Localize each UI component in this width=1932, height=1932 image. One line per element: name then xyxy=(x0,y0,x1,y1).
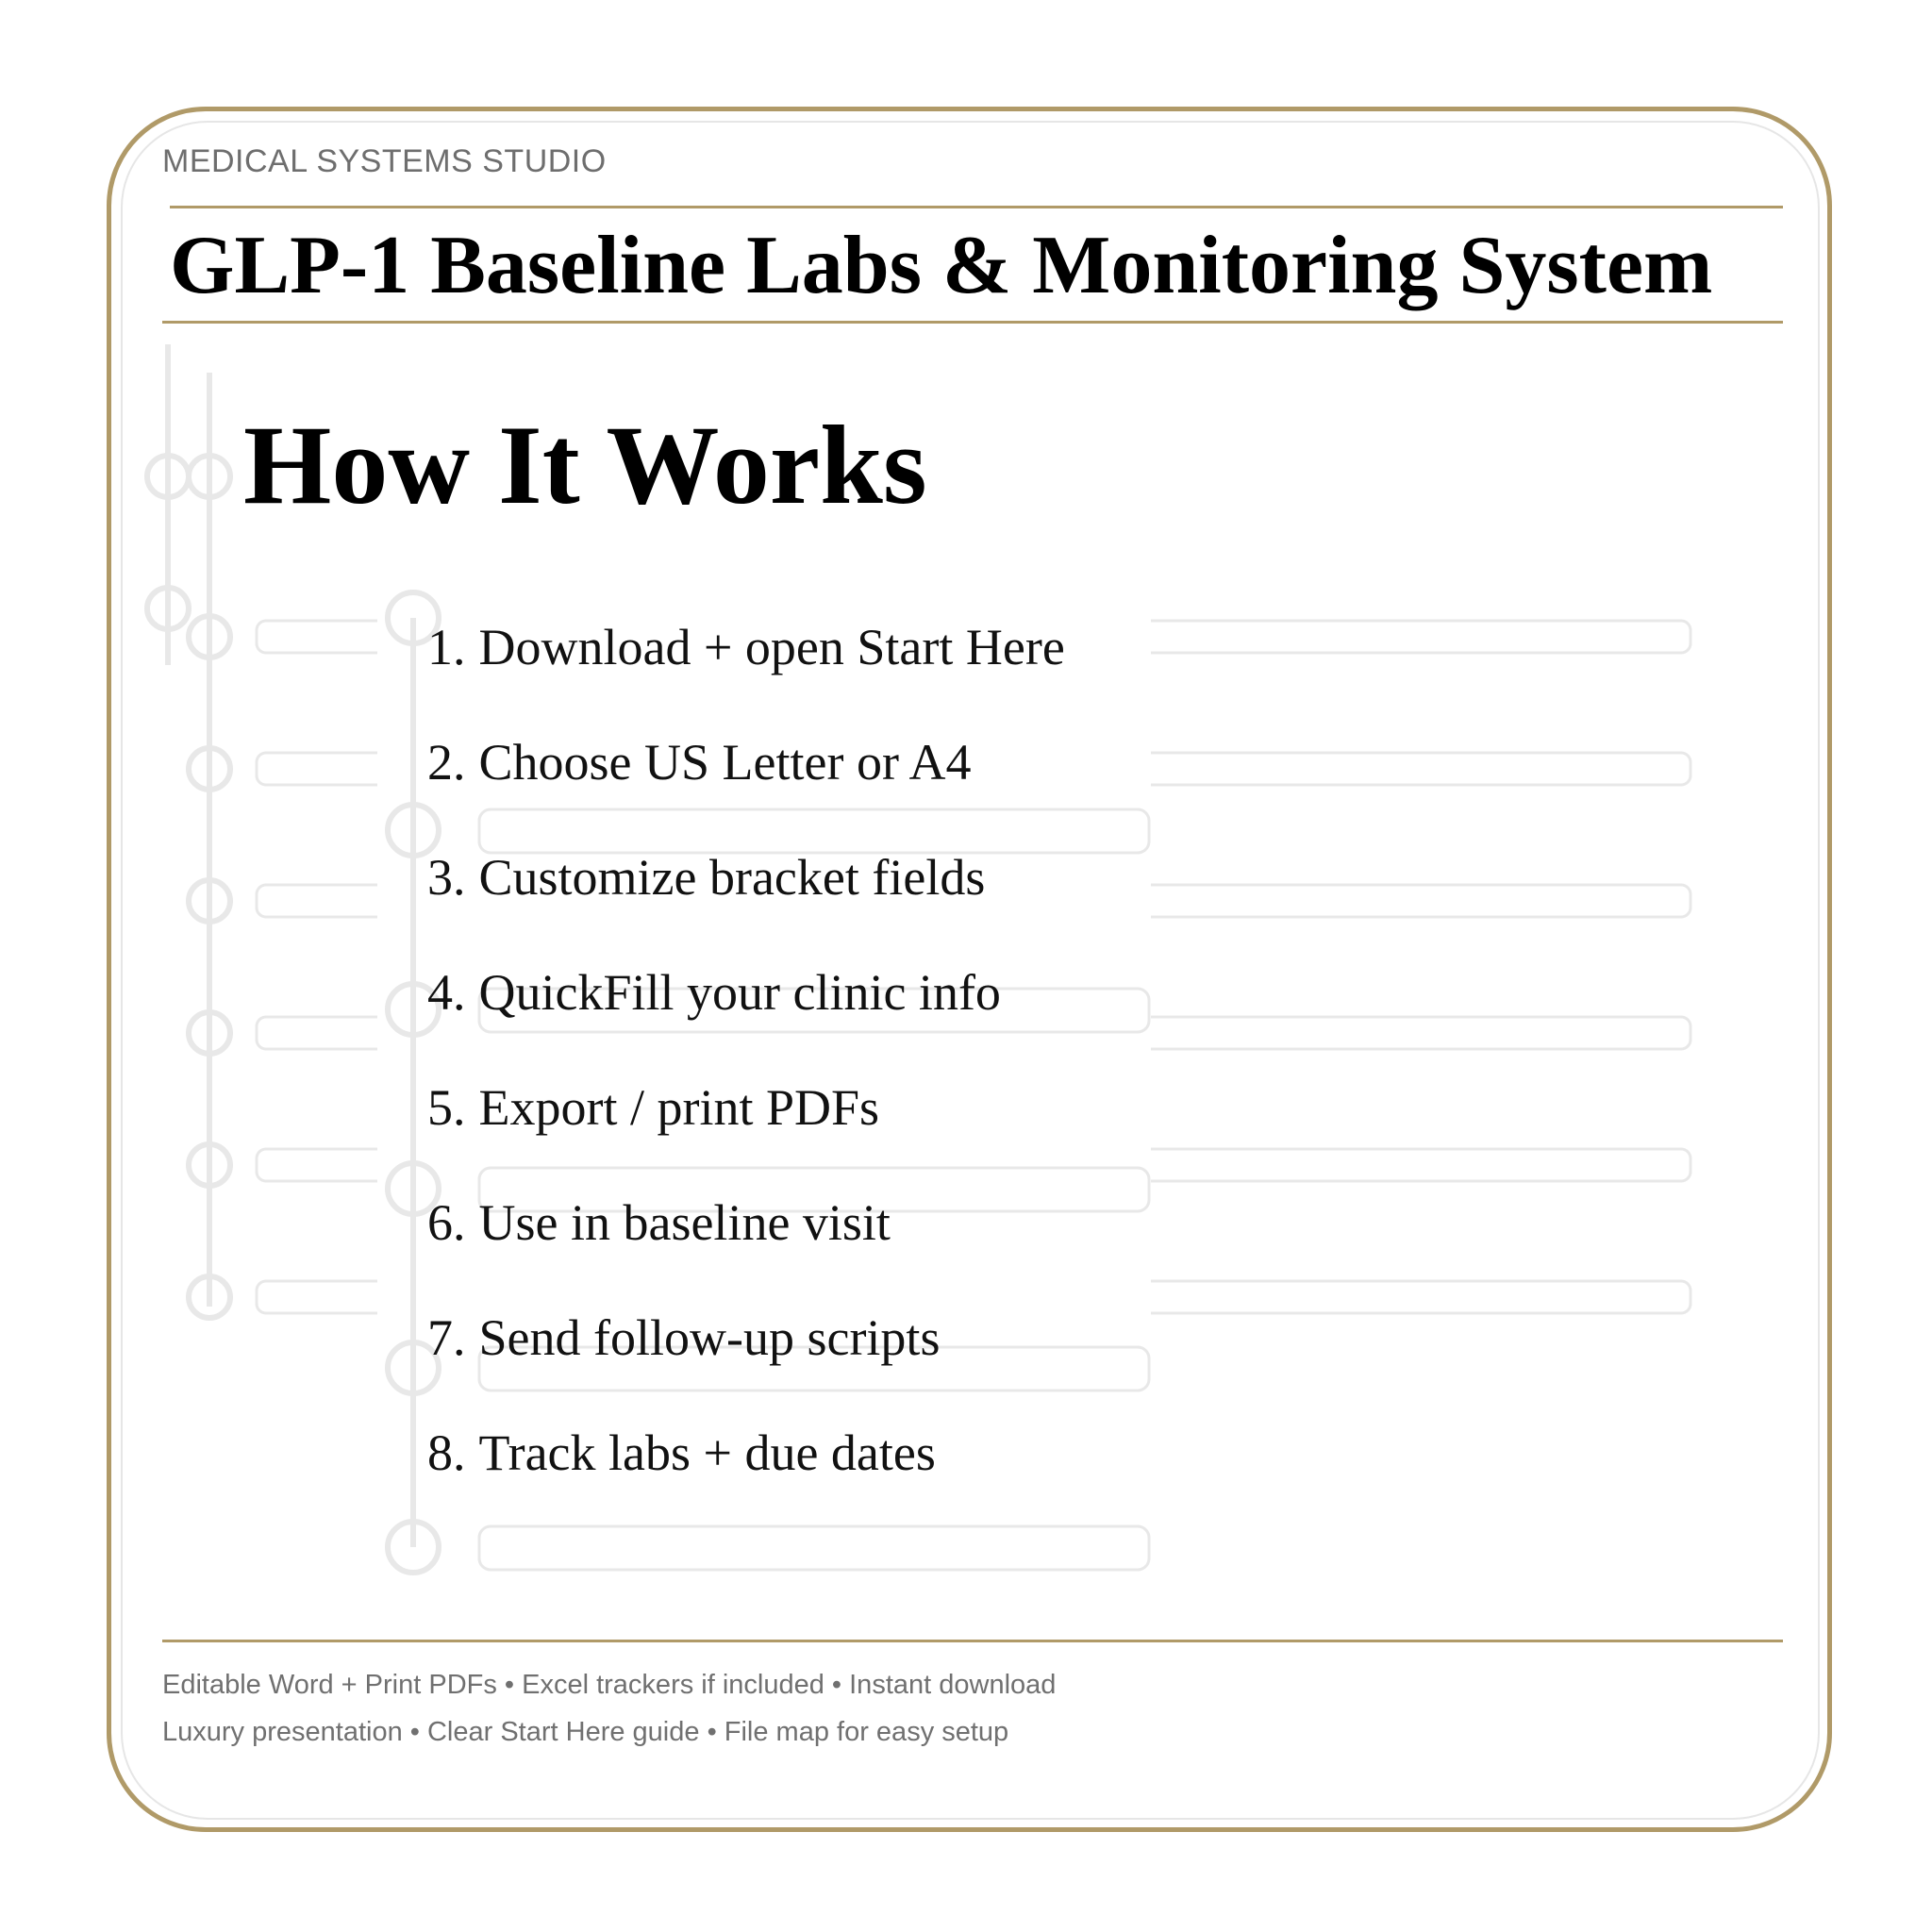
footer-features-line-2: Luxury presentation • Clear Start Here guide • File map for easy setup xyxy=(162,1717,1009,1747)
title-top-divider xyxy=(170,206,1783,208)
step-item xyxy=(427,949,1065,1064)
step-item xyxy=(427,604,1065,719)
step-item xyxy=(427,1294,1065,1409)
footer-features-line-1: Editable Word + Print PDFs • Excel trackers if included • Instant download xyxy=(162,1670,1057,1700)
brand-label: MEDICAL SYSTEMS STUDIO xyxy=(162,143,607,179)
footer-divider xyxy=(162,1640,1783,1642)
step-number: 5. xyxy=(427,1079,466,1136)
step-text: Export / print PDFs xyxy=(478,1079,880,1136)
page-title: GLP-1 Baseline Labs & Monitoring System xyxy=(170,220,1713,311)
step-item xyxy=(427,1409,1065,1524)
step-item xyxy=(427,1064,1065,1179)
steps-list xyxy=(427,604,1065,1524)
step-text: QuickFill your clinic info xyxy=(478,964,1001,1021)
step-text: Track labs + due dates xyxy=(478,1424,936,1481)
step-number: 2. xyxy=(427,734,466,791)
title-bottom-divider xyxy=(162,321,1783,324)
step-text: Use in baseline visit xyxy=(478,1194,891,1251)
step-item xyxy=(427,719,1065,834)
step-number: 4. xyxy=(427,964,466,1021)
step-text: Choose US Letter or A4 xyxy=(478,734,972,791)
section-heading: How It Works xyxy=(243,402,927,527)
step-text: Download + open Start Here xyxy=(478,619,1065,675)
step-number: 7. xyxy=(427,1309,466,1366)
step-number: 8. xyxy=(427,1424,466,1481)
step-item xyxy=(427,834,1065,949)
step-item xyxy=(427,1179,1065,1294)
step-number: 6. xyxy=(427,1194,466,1251)
step-text: Customize bracket fields xyxy=(478,849,986,906)
step-number: 3. xyxy=(427,849,466,906)
step-text: Send follow-up scripts xyxy=(478,1309,941,1366)
step-number: 1. xyxy=(427,619,466,675)
